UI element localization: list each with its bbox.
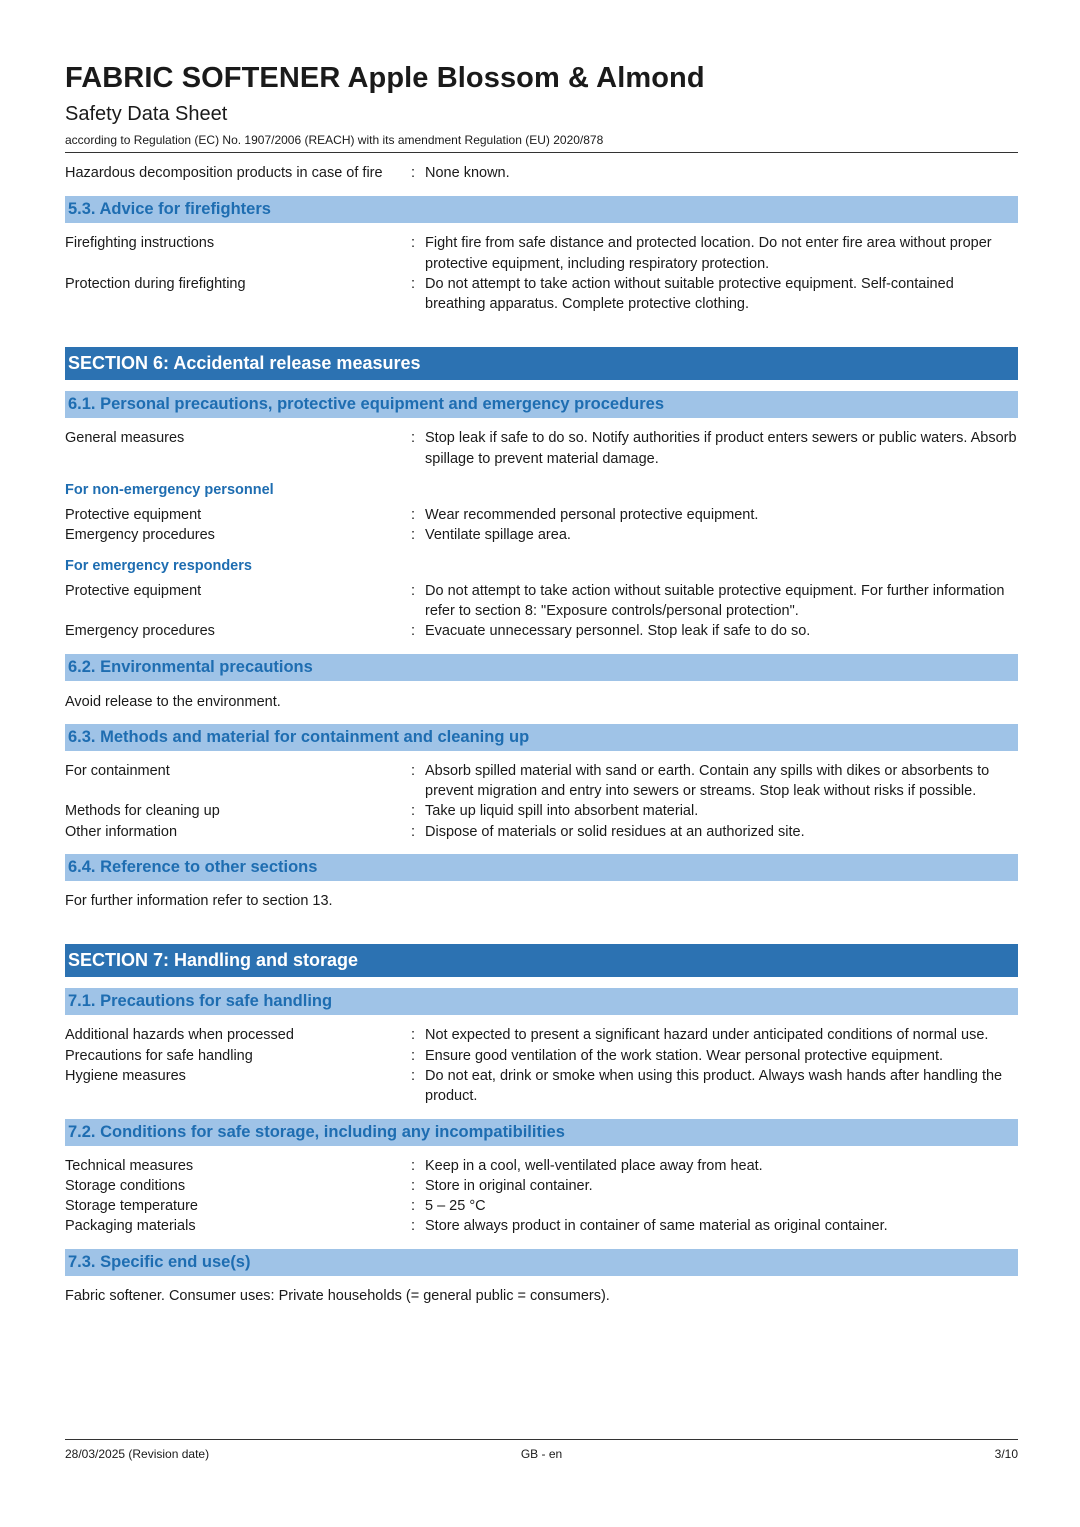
field-value: Not expected to present a significant hazard under anticipated conditions of normal use. [425, 1027, 989, 1044]
header-divider [65, 152, 1018, 153]
field-label: Packaging materials [65, 1218, 196, 1235]
subsection-header-6-1: 6.1. Personal precautions, protective equipment and emergency procedures [65, 391, 1018, 418]
subsection-header-7-1: 7.1. Precautions for safe handling [65, 988, 1018, 1015]
revision-date: 28/03/2025 (Revision date) [65, 1447, 210, 1461]
field-label: Technical measures [65, 1157, 194, 1174]
group-heading-non-emergency: For non-emergency personnel [65, 482, 274, 499]
field-row: General measures : Stop leak if safe to do so. Notify authorities if product enters sewers or public waters. Absorb spillage to prevent material damage. [65, 428, 1018, 469]
subsection-header-7-3: 7.3. Specific end use(s) [65, 1249, 1018, 1276]
field-label: Hygiene measures [65, 1067, 186, 1084]
footer-divider [65, 1439, 1018, 1440]
field-value: Do not eat, drink or smoke when using this product. Always wash hands after handling the product. [425, 1067, 1003, 1105]
section-header-7: SECTION 7: Handling and storage [65, 944, 1018, 977]
field-label: Protection during firefighting [65, 275, 246, 292]
subsection-header-7-2: 7.2. Conditions for safe storage, including any incompatibilities [65, 1119, 1018, 1146]
field-row: Storage conditions : Store in original container. [65, 1176, 1018, 1196]
field-value: Absorb spilled material with sand or earth. Contain any spills with dikes or absorbents to prevent migration and entry into sewers or streams. Stop leak without risks if possible. [425, 762, 990, 800]
field-label: Emergency procedures [65, 527, 215, 544]
field-row: Precautions for safe handling : Ensure good ventilation of the work station. Wear personal protective equipment. [65, 1046, 1018, 1066]
field-label: Hazardous decomposition products in case of fire [65, 165, 383, 181]
document-body [65, 163, 1018, 1306]
field-row: Storage temperature : 5 – 25 °C [65, 1196, 1018, 1216]
subsection-header-5-3: 5.3. Advice for firefighters [65, 196, 1018, 223]
field-label: Emergency procedures [65, 623, 215, 640]
locale-code: GB - en [520, 1447, 563, 1461]
field-row: Hazardous decomposition products in case of fire : None known. [65, 163, 1018, 183]
field-row: Hygiene measures : Do not eat, drink or smoke when using this product. Always wash hands after handling the product. [65, 1066, 1018, 1107]
field-value: Ventilate spillage area. [425, 527, 571, 544]
field-label: Additional hazards when processed [65, 1027, 294, 1044]
paragraph: Fabric softener. Consumer uses: Private households (= general public = consumers). [65, 1287, 610, 1304]
field-row: Packaging materials : Store always product in container of same material as original container. [65, 1216, 1018, 1236]
paragraph: For further information refer to section 13. [65, 893, 333, 910]
field-row: For containment : Absorb spilled material with sand or earth. Contain any spills with dikes or absorbents to prevent migration and entry into sewers or streams. Stop leak without risks if possible. [65, 761, 1018, 802]
field-row: Emergency procedures : Evacuate unnecessary personnel. Stop leak if safe to do so. [65, 621, 1018, 641]
field-row: Additional hazards when processed : Not expected to present a significant hazard under anticipated conditions of normal use. [65, 1025, 1018, 1045]
field-value: Wear recommended personal protective equipment. [425, 507, 759, 524]
field-value: Fight fire from safe distance and protected location. Do not enter fire area without proper protective equipment, including respiratory protection. [425, 235, 992, 272]
group-heading-responders: For emergency responders [65, 557, 252, 574]
field-row: Methods for cleaning up : Take up liquid spill into absorbent material. [65, 801, 1018, 821]
section-header-6: SECTION 6: Accidental release measures [65, 347, 1018, 380]
field-label: General measures [65, 430, 185, 447]
field-label: Firefighting instructions [65, 235, 215, 252]
field-value: Store always product in container of same material as original container. [425, 1218, 888, 1235]
field-row: Technical measures : Keep in a cool, well-ventilated place away from heat. [65, 1156, 1018, 1176]
field-label: Other information [65, 823, 178, 840]
field-value: Ensure good ventilation of the work station. Wear personal protective equipment. [425, 1047, 943, 1064]
paragraph: Avoid release to the environment. [65, 693, 281, 710]
field-row: Emergency procedures : Ventilate spillage area. [65, 525, 1018, 545]
field-value: Stop leak if safe to do so. Notify authorities if product enters sewers or public waters. Absorb spillage to prevent material damage. [425, 430, 1017, 467]
field-label: Protective equipment [65, 582, 202, 599]
field-label: Methods for cleaning up [65, 803, 220, 820]
field-value: Dispose of materials or solid residues at an authorized site. [425, 823, 805, 840]
subsection-header-6-3: 6.3. Methods and material for containment and cleaning up [65, 724, 1018, 751]
field-label: For containment [65, 762, 170, 779]
field-label: Precautions for safe handling [65, 1047, 253, 1064]
field-value: None known. [425, 165, 510, 181]
page-number: 3/10 [994, 1447, 1018, 1461]
field-value: Take up liquid spill into absorbent material. [425, 803, 699, 820]
subsection-header-6-4: 6.4. Reference to other sections [65, 854, 1018, 881]
field-value: Do not attempt to take action without suitable protective equipment. For further information refer to section 8: "Exposure controls/personal protection". [425, 582, 1005, 619]
field-label: Protective equipment [65, 507, 202, 524]
field-label: Storage temperature [65, 1198, 198, 1215]
field-value: 5 – 25 °C [425, 1198, 486, 1215]
field-value: Store in original container. [425, 1177, 593, 1194]
field-row: Other information : Dispose of materials or solid residues at an authorized site. [65, 822, 1018, 842]
regulation-note: according to Regulation (EC) No. 1907/2006 (REACH) with its amendment Regulation (EU) 2020/878 [65, 133, 604, 147]
document-subtitle: Safety Data Sheet [65, 103, 228, 125]
field-row: Protection during firefighting : Do not attempt to take action without suitable protective equipment. Self-contained breathing apparatus. Complete protective clothing. [65, 274, 1018, 315]
field-value: Evacuate unnecessary personnel. Stop leak if safe to do so. [425, 623, 811, 640]
field-value: Do not attempt to take action without suitable protective equipment. Self-contained breathing apparatus. Complete protective clothing. [425, 275, 954, 313]
subsection-header-6-2: 6.2. Environmental precautions [65, 654, 1018, 681]
field-row: Protective equipment : Do not attempt to take action without suitable protective equipment. For further information refer to section 8: "Exposure controls/personal protection". [65, 581, 1018, 622]
document-title: FABRIC SOFTENER Apple Blossom & Almond [65, 62, 705, 94]
field-label: Storage conditions [65, 1177, 186, 1194]
field-value: Keep in a cool, well-ventilated place away from heat. [425, 1157, 763, 1174]
field-row: Protective equipment : Wear recommended personal protective equipment. [65, 505, 1018, 525]
field-row: Firefighting instructions : Fight fire from safe distance and protected location. Do not enter fire area without proper protective equipment, including respiratory protection. [65, 233, 1018, 274]
